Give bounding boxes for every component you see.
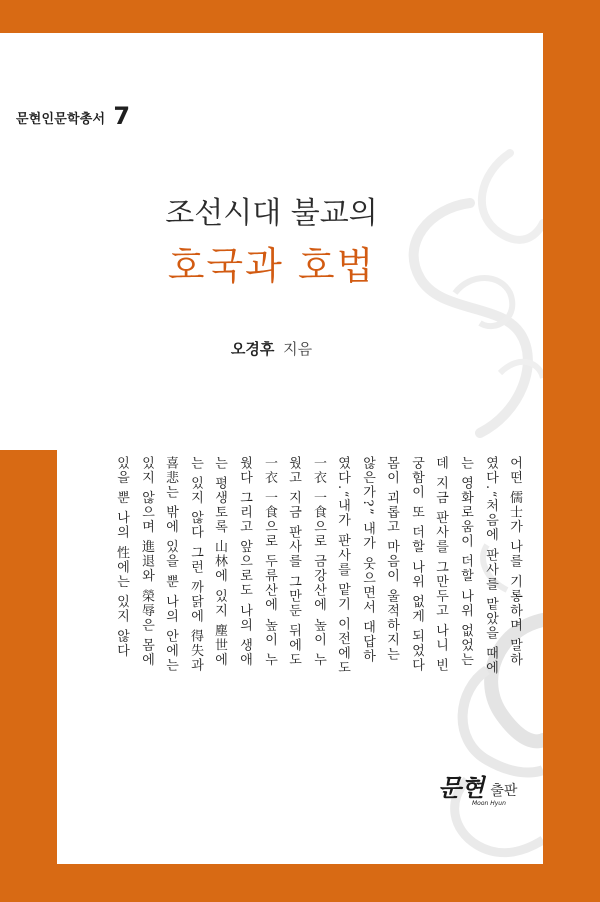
publisher-mark xyxy=(438,773,518,807)
series-label xyxy=(16,102,131,130)
quote-column: 어떤 儒士가 나를 기롱하며 말하 xyxy=(507,456,522,668)
author-line xyxy=(0,338,543,359)
quote-column: 데 지금 판사를 그만두고 나니 빈 xyxy=(433,456,448,673)
book-subtitle: 조선시대 불교의 xyxy=(165,196,378,231)
quote-column: 喜悲는 밖에 있을 뿐 나의 안에는 xyxy=(163,456,178,673)
author-name: 오경후 xyxy=(230,340,275,358)
quote-column: 몸이 괴롭고 마음이 울적하지는 xyxy=(384,456,399,662)
quote-column: 있지 않으며 進退와 榮辱은 몸에 xyxy=(139,456,154,668)
publisher-logo-sub: Moon Hyun xyxy=(472,800,506,807)
quote-column: 있을 뿐 나의 性에는 있지 않다 xyxy=(114,456,129,659)
publisher-logo: 문현 xyxy=(438,773,485,802)
series-number: 7 xyxy=(113,102,131,130)
series-name: 문현인문학총서 xyxy=(16,112,106,127)
vertical-quote xyxy=(0,456,600,686)
quote-column: 웠다 그리고 앞으로도 나의 생애 xyxy=(237,456,252,668)
quote-column: 는 평생토록 山林에 있지 塵世에 xyxy=(212,456,227,668)
quote-column: 一衣 一食으로 두류산에 높이 누 xyxy=(262,456,277,668)
quote-column: 않은가?” 내가 웃으면서 대답하 xyxy=(360,456,375,664)
quote-column: 였다.“내가 판사를 맡기 이전에도 xyxy=(335,456,350,676)
author-role: 지음 xyxy=(283,340,313,358)
quote-column: 웠고 지금 판사를 그만둔 뒤에도 xyxy=(286,456,301,668)
quote-column: 는 영화로움이 더할 나위 없었는 xyxy=(458,456,473,668)
quote-column: 一衣 一食으로 금강산에 높이 누 xyxy=(311,456,326,668)
top-panel xyxy=(0,33,543,450)
quote-column: 였다.“처음에 판사를 맡았을 때에 xyxy=(483,456,498,676)
book-title: 호국과 호법 xyxy=(167,244,376,288)
quote-column: 는 있지 않다 그런 까닭에 得失과 xyxy=(188,456,203,673)
publisher-label: 출판 xyxy=(490,783,518,799)
quote-column: 궁함이 또 더할 나위 없게 되었다 xyxy=(409,456,424,673)
